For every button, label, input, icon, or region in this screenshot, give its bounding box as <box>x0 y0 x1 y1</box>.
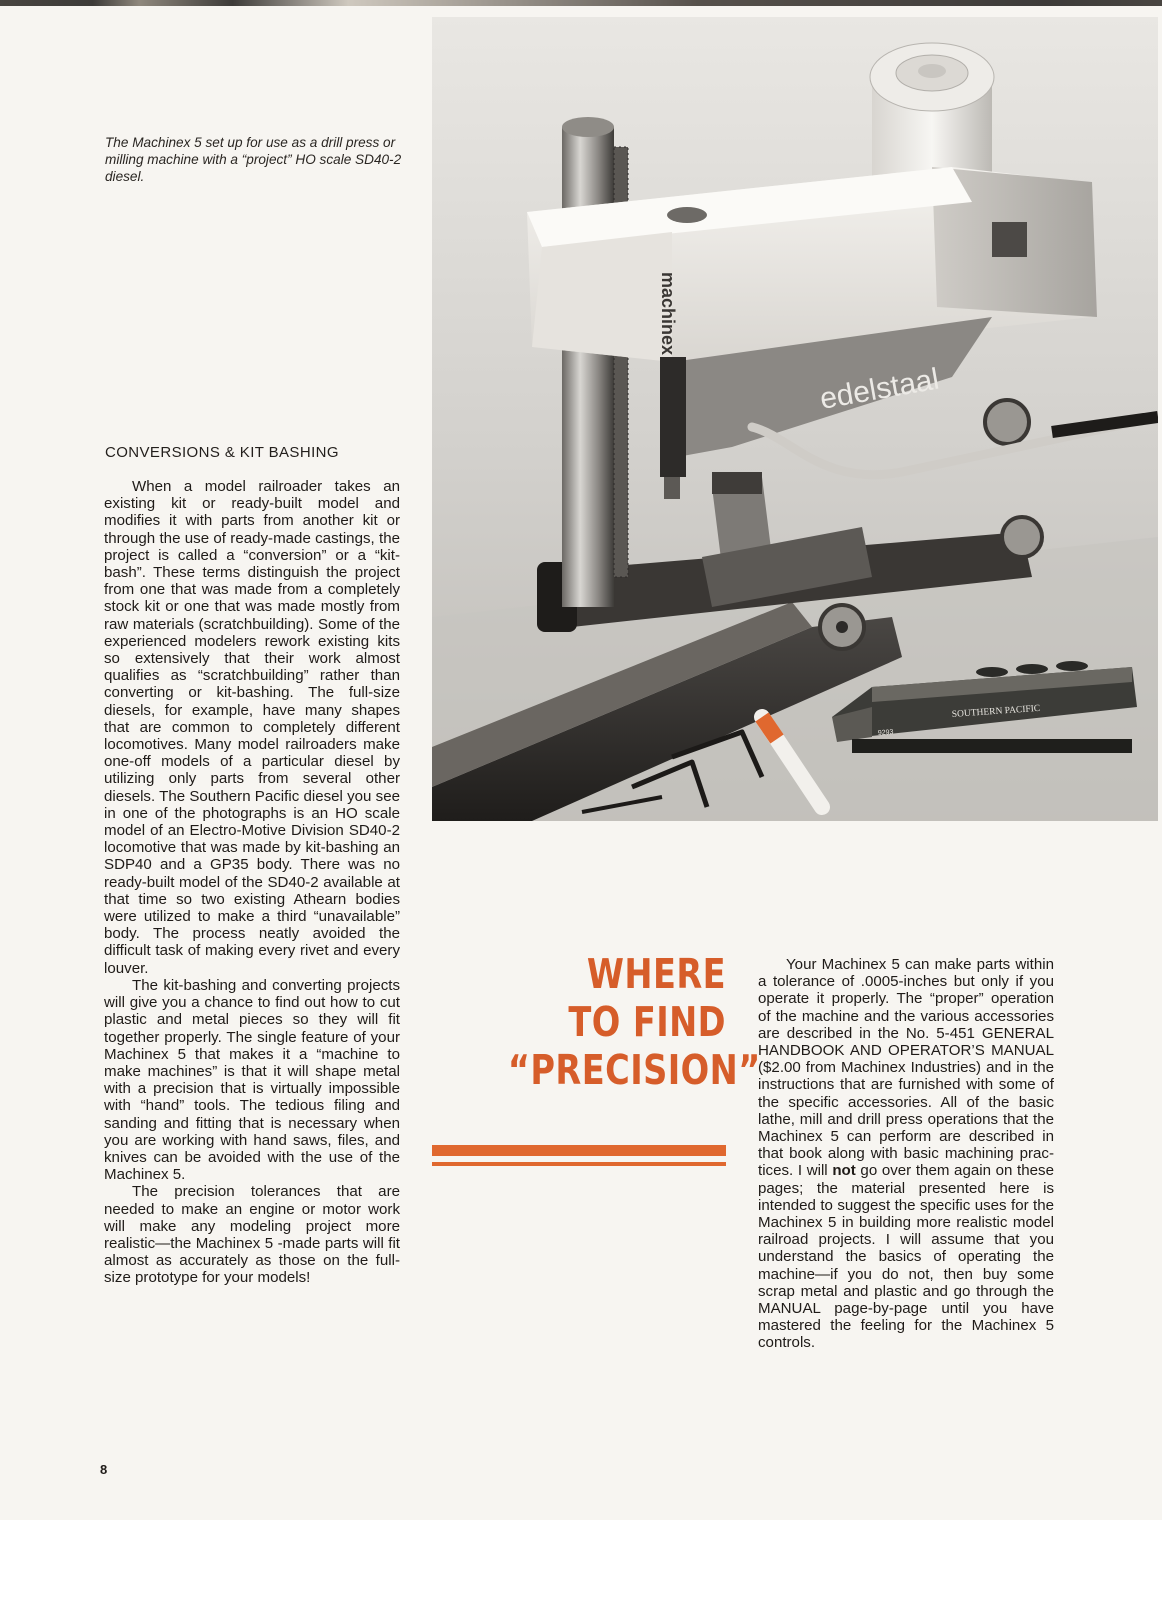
right-paragraph-text-before: Your Machinex 5 can make parts within a tolerance of .0005-inches but only if you operate it properly. The “proper” operation of the machine and the various accessories are described in the No. 5-451 GENERAL HANDBOOK AND OPERATOR’S MANUAL ($2.00 from Machinex Industries) and in the instructions that are furnished with some of the specific accessories. All of the basic lathe, mill and drill press operations that the Machinex 5 can perform are described in that book along with basic machining practices. I will <box>758 956 1054 1180</box>
right-paragraph-emphasis: not <box>832 1162 856 1180</box>
right-paragraph-text-after: go over them again on these pages; the material presented here is intended to suggest the specific uses for the Machinex 5 in building more realistic model railroad projects. I will assume that you understand the basics of operating the machine—if you do not, then buy some scrap metal and plastic and go through the MANUAL page-by-page until you have mastered the feeling for the Machinex 5 controls. <box>758 1162 1054 1352</box>
left-text-column <box>104 478 400 1287</box>
page-number: 8 <box>100 1462 108 1477</box>
machinex-column-label: machinex <box>658 272 678 356</box>
photo-caption: The Machinex 5 set up for use as a drill press or milling machine with a “project” HO scale SD40-2 diesel. <box>105 135 402 184</box>
left-paragraph-1: When a model railroader takes an existing kit or ready-built model and modifies it with parts from another kit or through the use of ready-made castings, the project is called a “conversion” or a “kit-bash”. These terms distinguish the project from one that was made from a completely stock kit or one that was made mostly from raw materials (scratchbuilding). Some of the experienced modelers rework existing kits so extensively that their work almost qualifies as “scratchbuilding” rather than converting or kit-bashing. The full-size diesels, for example, have many shapes that are common to completely different locomotives. Many model railroaders make one-off models of a particular diesel by utilizing only parts from several other diesels. The Southern Pacific diesel you see in one of the photographs is an HO scale model of an Electro-Motive Division SD40-2 locomotive that was made by kit-bashing an SDP40 and a GP35 body. There was no ready-built model of the SD40-2 available at that time so two existing Athearn bodies were utilized to make a third “unavailable” body. The process neatly avoided the difficult task of making every rivet and every louver. <box>104 478 400 977</box>
headline-line-3: “PRECISION” <box>507 1046 761 1094</box>
right-paragraph-1 <box>758 956 1054 1352</box>
locomotive-number: 9293 <box>877 728 894 737</box>
headline-line-1: WHERE <box>586 950 726 998</box>
headline <box>507 950 761 1094</box>
section-heading: CONVERSIONS & KIT BASHING <box>105 444 339 461</box>
top-edge-rule <box>0 0 1162 6</box>
orange-stripe-thin <box>432 1162 726 1166</box>
left-paragraph-3: The precision tolerances that are needed to make an engine or motor work will make any modeling project more realistic—the Machinex 5 -made parts will fit almost as accurately as those on the full-size prototype for your models! <box>104 1183 400 1287</box>
left-paragraph-2: The kit-bashing and converting projects will give you a chance to find out how to cut plastic and metal pieces so they will fit together properly. The single feature of your Machinex 5 that makes it a “machine to make machines” is that it will shape metal with a precision that is virtually impossible with “hand” tools. The tedious filing and sanding and fitting that is necessary when you are working with hand saws, files, and knives can be avoided with the use of the Machinex 5. <box>104 976 400 1184</box>
edelstaal-label: edelstaal <box>817 362 942 416</box>
machinex-photo <box>432 17 1158 821</box>
right-text-column <box>758 956 1054 1352</box>
locomotive-road-name: SOUTHERN PACIFIC <box>951 703 1041 720</box>
orange-stripe-thick <box>432 1145 726 1156</box>
headline-line-2: TO FIND <box>568 998 726 1046</box>
